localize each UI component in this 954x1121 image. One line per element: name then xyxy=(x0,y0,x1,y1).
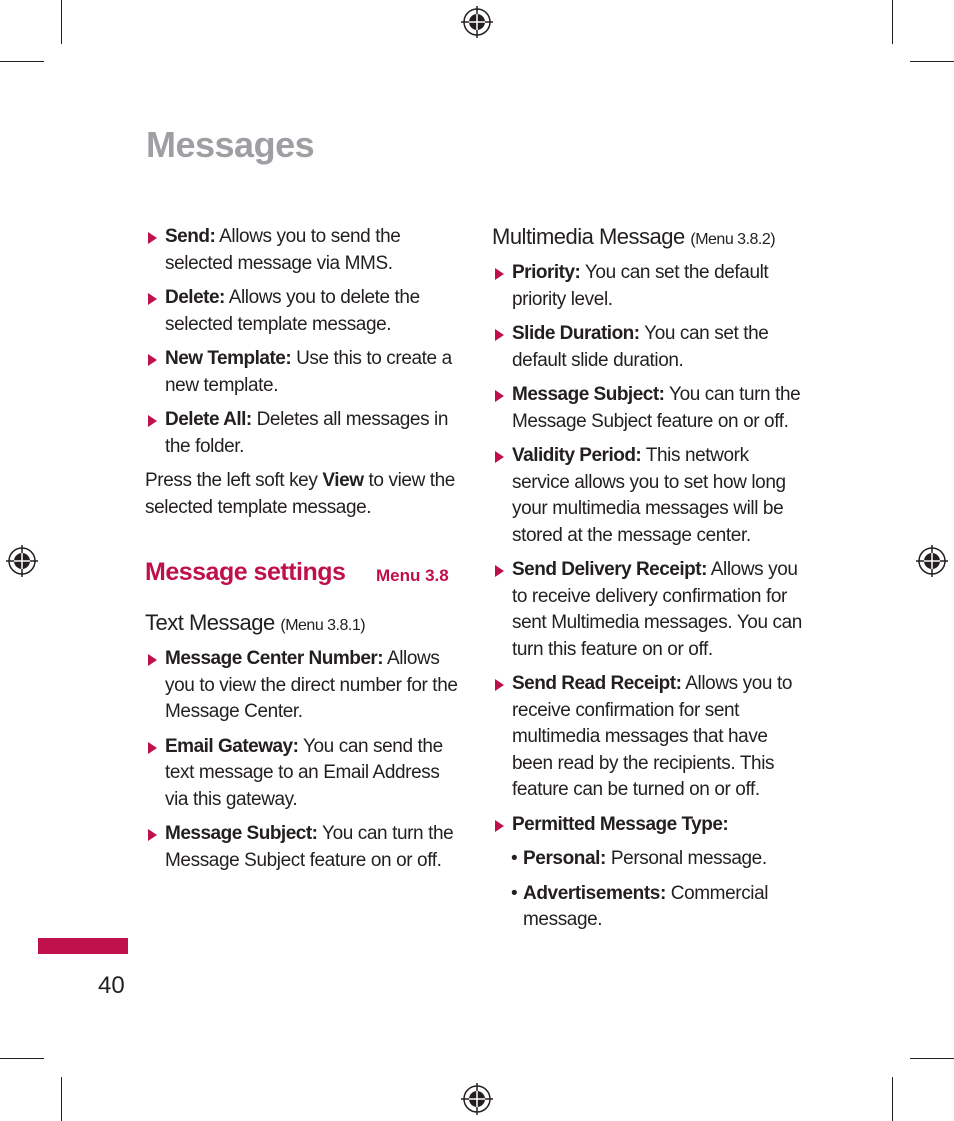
subitem-text: Personal message. xyxy=(606,848,767,869)
arrow-right-icon xyxy=(148,829,157,841)
subsection-title-text: Multimedia Message xyxy=(492,224,685,249)
crop-mark xyxy=(0,61,44,62)
item-label: Send Delivery Receipt: xyxy=(512,559,707,580)
text-message-section xyxy=(145,610,465,882)
item-label: Slide Duration: xyxy=(512,323,640,344)
arrow-right-icon xyxy=(148,293,157,305)
item-label: Priority: xyxy=(512,262,581,283)
item-text: Use this to create a new template. xyxy=(165,348,452,396)
subitem-text: Commercial message. xyxy=(523,882,769,930)
item-label: Message Subject: xyxy=(165,823,318,844)
page-number: 40 xyxy=(98,972,125,999)
arrow-right-icon xyxy=(495,329,504,341)
crop-mark xyxy=(892,1077,893,1121)
item-label: New Template: xyxy=(165,348,292,369)
item-text: Allows you to receive delivery confirmation for sent Multimedia messages. You can turn this feature on or off. xyxy=(512,559,802,660)
item-text: You can turn the Message Subject feature on or off. xyxy=(512,384,801,432)
subitem-advertisements xyxy=(511,881,807,934)
left-column xyxy=(145,224,465,521)
item-label: Delete All: xyxy=(165,409,252,430)
press-view-paragraph xyxy=(145,468,465,521)
registration-mark-icon xyxy=(6,545,38,577)
item-label: Delete: xyxy=(165,287,225,308)
list-item-delete-all xyxy=(145,407,465,460)
arrow-right-icon xyxy=(495,820,504,832)
menu-ref: (Menu 3.8.1) xyxy=(280,617,366,634)
multimedia-message-section xyxy=(492,224,807,942)
item-label: Send Read Receipt: xyxy=(512,673,682,694)
item-label: Email Gateway: xyxy=(165,735,299,757)
crop-mark xyxy=(892,0,893,44)
arrow-right-icon xyxy=(148,654,157,666)
para-text: Press the left soft key xyxy=(145,470,323,491)
registration-mark-icon xyxy=(461,1083,493,1115)
subsection-title-text: Text Message xyxy=(145,610,275,635)
para-text: to view the selected template message. xyxy=(145,470,455,518)
item-label: Validity Period: xyxy=(512,445,642,466)
page-title: Messages xyxy=(146,124,315,165)
bullet-icon: • xyxy=(511,882,518,904)
list-item-send-read-receipt xyxy=(492,671,807,804)
arrow-right-icon xyxy=(148,742,157,754)
soft-key-label: View xyxy=(322,470,364,491)
page-tab-bar xyxy=(38,938,128,954)
item-text: Allows you to send the selected message via MMS. xyxy=(165,226,401,274)
arrow-right-icon xyxy=(148,354,157,366)
item-label: Send: xyxy=(165,226,216,247)
item-text: You can turn the Message Subject feature on or off. xyxy=(165,823,454,871)
arrow-right-icon xyxy=(495,565,504,577)
item-text: This network service allows you to set how long your multimedia messages will be stored at the message center. xyxy=(512,445,786,546)
arrow-right-icon xyxy=(148,232,157,244)
arrow-right-icon xyxy=(495,268,504,280)
item-text: You can set the default priority level. xyxy=(512,262,769,310)
section-menu-ref: Menu 3.8 xyxy=(376,566,449,585)
list-item-message-center-number xyxy=(145,646,465,726)
subsection-title xyxy=(492,224,807,250)
bullet-icon: • xyxy=(511,848,518,869)
crop-mark xyxy=(910,1058,954,1059)
registration-mark-icon xyxy=(916,545,948,577)
list-item-send xyxy=(145,224,465,277)
list-item-email-gateway xyxy=(145,734,465,814)
menu-ref: (Menu 3.8.2) xyxy=(690,231,776,248)
list-item-new-template xyxy=(145,346,465,399)
list-item-message-subject xyxy=(492,382,807,435)
item-label: Message Subject: xyxy=(512,384,665,405)
subitem-personal xyxy=(511,846,807,873)
crop-mark xyxy=(61,0,62,44)
subitem-label: Personal: xyxy=(523,848,606,869)
item-text: Allows you to delete the selected template message. xyxy=(165,287,420,335)
list-item-priority xyxy=(492,260,807,313)
arrow-right-icon xyxy=(495,451,504,463)
arrow-right-icon xyxy=(495,390,504,402)
list-item-message-subject xyxy=(145,821,465,874)
list-item-delete xyxy=(145,285,465,338)
subsection-title xyxy=(145,610,465,636)
subitem-label: Advertisements: xyxy=(523,882,666,904)
list-item-permitted-message-type xyxy=(492,812,807,839)
registration-mark-icon xyxy=(461,6,493,38)
item-text: You can set the default slide duration. xyxy=(512,323,769,371)
item-text: You can send the text message to an Email Address via this gateway. xyxy=(165,735,443,810)
crop-mark xyxy=(910,61,954,62)
crop-mark xyxy=(61,1077,62,1121)
item-text: Allows you to receive confirmation for sent multimedia messages that have been read by the recipients. This feature can be turned on or off. xyxy=(512,673,793,800)
item-label: Message Center Number: xyxy=(165,648,384,669)
list-item-slide-duration xyxy=(492,321,807,374)
item-label: Permitted Message Type: xyxy=(512,813,729,835)
crop-mark xyxy=(0,1058,44,1059)
list-item-validity-period xyxy=(492,443,807,549)
arrow-right-icon xyxy=(495,679,504,691)
arrow-right-icon xyxy=(148,415,157,427)
item-text: Deletes all messages in the folder. xyxy=(165,409,449,457)
item-text: Allows you to view the direct number for the Message Center. xyxy=(165,648,458,722)
list-item-send-delivery-receipt xyxy=(492,557,807,663)
section-heading: Message settings xyxy=(145,558,346,586)
